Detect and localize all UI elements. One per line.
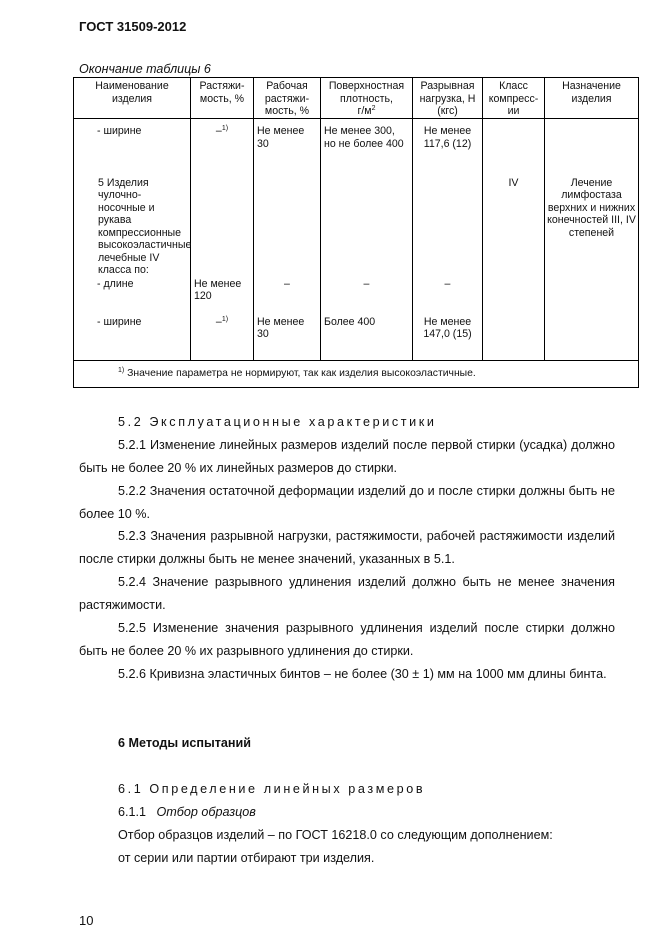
col-header-stretch: Растяжи-мость, % <box>191 78 254 119</box>
table-row <box>74 119 639 171</box>
row-class <box>483 119 545 171</box>
paragraph-5-2-4: 5.2.4 Значение разрывного удлинения изделий должно быть не менее значения растяжимости. <box>79 575 615 612</box>
row-name: 5 Изделия чулочно-носочные и рукава компрессионные высокоэластичные лечебные IV класса по: <box>98 176 192 276</box>
paragraph-5-2-6: 5.2.6 Кривизна эластичных бинтов – не более (30 ± 1) мм на 1000 мм длины бинта. <box>118 667 607 681</box>
row-purpose <box>545 316 639 361</box>
row-purpose: Лечение лимфостаза верхних и нижних конечностей III, IV степеней <box>545 171 639 277</box>
row-work-stretch: Не менее 30 <box>254 316 321 361</box>
section-6-1-1-number: 6.1.1 <box>118 805 147 819</box>
table-row <box>74 171 639 277</box>
row-name: - ширине <box>97 315 142 328</box>
table-header-row <box>74 78 639 119</box>
section-5-2-heading: 5.2 Эксплуатационные характеристики <box>118 415 437 429</box>
document-header: ГОСТ 31509-2012 <box>79 19 187 34</box>
row-stretch: Не менее 120 <box>191 277 254 316</box>
row-density: Более 400 <box>321 316 413 361</box>
row-stretch: – <box>215 315 222 328</box>
table-footnote-row <box>74 361 639 388</box>
row-name: - длине <box>97 277 134 290</box>
paragraph-5-2-3: 5.2.3 Значения разрывной нагрузки, растяжимости, рабочей растяжимости изделий после стирки должны быть не менее значений, указанных в 5.1. <box>79 529 615 566</box>
row-class: IV <box>483 171 545 277</box>
row-stretch <box>191 171 254 277</box>
paragraph-sampling: Отбор образцов изделий – по ГОСТ 16218.0 со следующим дополнением: <box>118 828 553 842</box>
row-load <box>413 171 483 277</box>
row-work-stretch <box>254 171 321 277</box>
paragraph-sampling-2: от серии или партии отбирают три изделия. <box>118 851 375 865</box>
row-stretch: – <box>215 125 222 137</box>
spec-table <box>73 77 639 388</box>
col-header-name: Наименование изделия <box>74 78 191 119</box>
table-row <box>74 316 639 361</box>
col-header-class: Класс компресс-ии <box>483 78 545 119</box>
section-6-heading: 6 Методы испытаний <box>118 736 251 750</box>
table-row <box>74 277 639 316</box>
row-work-stretch: – <box>254 277 321 316</box>
row-load: – <box>413 277 483 316</box>
table-caption: Окончание таблицы 6 <box>79 62 211 76</box>
section-6-1-heading: 6.1 Определение линейных размеров <box>118 782 426 796</box>
footnote-ref: 1) <box>221 125 229 132</box>
paragraph-5-2-5: 5.2.5 Изменение значения разрывного удлинения изделий после стирки должно быть не более 20 % их разрывного удлинения до стирки. <box>79 621 615 658</box>
row-density: Не менее 300, но не более 400 <box>321 119 413 171</box>
col-header-purpose: Назначение изделия <box>545 78 639 119</box>
row-purpose <box>545 119 639 171</box>
paragraph-5-2-1: 5.2.1 Изменение линейных размеров изделий после первой стирки (усадка) должно быть не более 20 % их линейных размеров до стирки. <box>79 438 615 475</box>
row-density <box>321 171 413 277</box>
section-6-1-1-heading <box>79 801 615 824</box>
col-header-work-stretch: Рабочая растяжи-мость, % <box>254 78 321 119</box>
row-class <box>483 316 545 361</box>
page-number: 10 <box>79 913 94 928</box>
col-header-density <box>321 78 413 119</box>
row-name: - ширине <box>97 125 142 137</box>
row-class <box>483 277 545 316</box>
row-load: Не менее 147,0 (15) <box>413 316 483 361</box>
section-6-1-1-title: Отбор образцов <box>156 805 256 819</box>
col-header-load: Разрывная нагрузка, Н (кгс) <box>413 78 483 119</box>
row-purpose <box>545 277 639 316</box>
footnote-mark: 1) <box>118 366 125 374</box>
paragraph-5-2-2: 5.2.2 Значения остаточной деформации изделий до и после стирки должны быть не более 10 %. <box>79 484 615 521</box>
row-work-stretch: Не менее 30 <box>254 119 321 171</box>
row-load: Не менее 117,6 (12) <box>413 119 483 171</box>
col-header-density-unit: г/м <box>357 105 372 117</box>
footnote-ref: 1) <box>221 315 229 323</box>
col-header-density-unit-exp: 2 <box>371 105 376 112</box>
row-density: – <box>321 277 413 316</box>
table-footnote: Значение параметра не нормируют, так как изделия высокоэластичные. <box>124 367 476 379</box>
col-header-density-text: Поверхностная плотность, <box>328 80 405 105</box>
